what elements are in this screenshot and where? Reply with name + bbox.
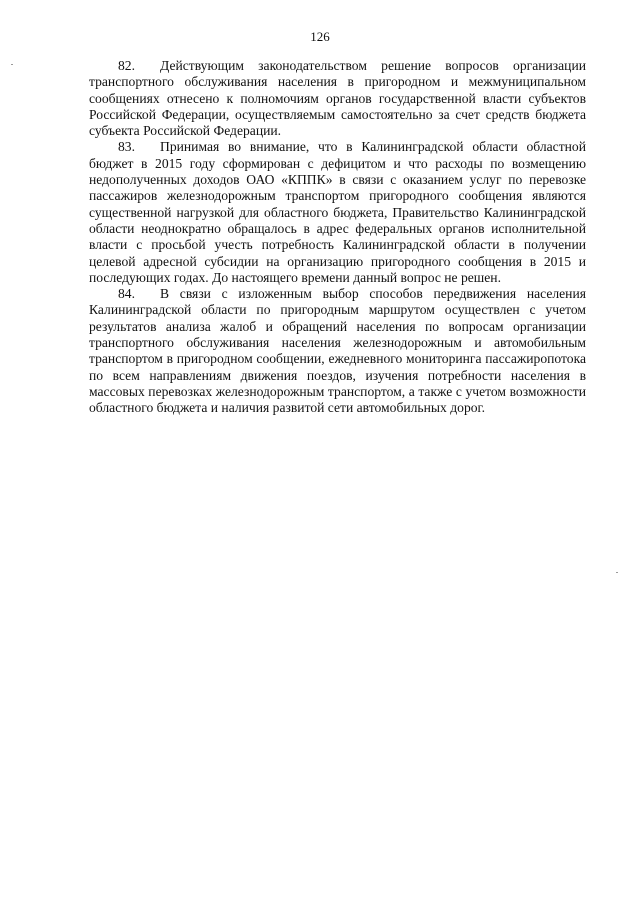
paragraph-82 (89, 58, 586, 139)
scan-margin-mark (616, 572, 618, 573)
paragraph-text: Действующим законодательством решение вопросов организации транспортного обслуживания населения в пригородном и межмуниципальном сообщениях отнесено к полномочиям органов государственной власти субъектов Российской Федерации, осуществляемым самостоятельно за счет средств бюджета субъекта Российской Федерации. (89, 58, 586, 139)
scan-margin-mark (11, 64, 13, 65)
paragraph-84 (89, 286, 586, 416)
paragraph-number: 84. (118, 286, 135, 302)
paragraph-83 (89, 139, 586, 286)
paragraph-text: Принимая во внимание, что в Калининградской области областной бюджет в 2015 году сформирован с дефицитом и что расходы по возмещению недополученных доходов ОАО «КППК» в связи с оказанием услуг по перевозке пассажиров железнодорожным транспортом пригородного сообщения являются существенной нагрузкой для областного бюджета, Правительство Калининградской области неоднократно обращалось в адрес федеральных органов исполнительной власти с просьбой учесть потребность Калининградской области в получении целевой адресной субсидии на организацию пригородного сообщения в 2015 и последующих годах. До настоящего времени данный вопрос не решен. (89, 139, 586, 285)
document-body (89, 58, 586, 417)
paragraph-text: В связи с изложенным выбор способов передвижения населения Калининградской области по пригородным маршрутом осуществлен с учетом результатов анализа жалоб и обращений населения по вопросам организации транспортного обслуживания населения железнодорожным и автомобильным транспортом в пригородном сообщении, ежедневного мониторинга пассажиропотока по всем направлениям движения поездов, изучения потребности населения в массовых перевозках железнодорожным транспортом, а также с учетом возможности областного бюджета и наличия развитой сети автомобильных дорог. (89, 286, 586, 416)
page-number: 126 (310, 29, 330, 44)
paragraph-number: 83. (118, 139, 135, 155)
paragraph-number: 82. (118, 58, 135, 73)
